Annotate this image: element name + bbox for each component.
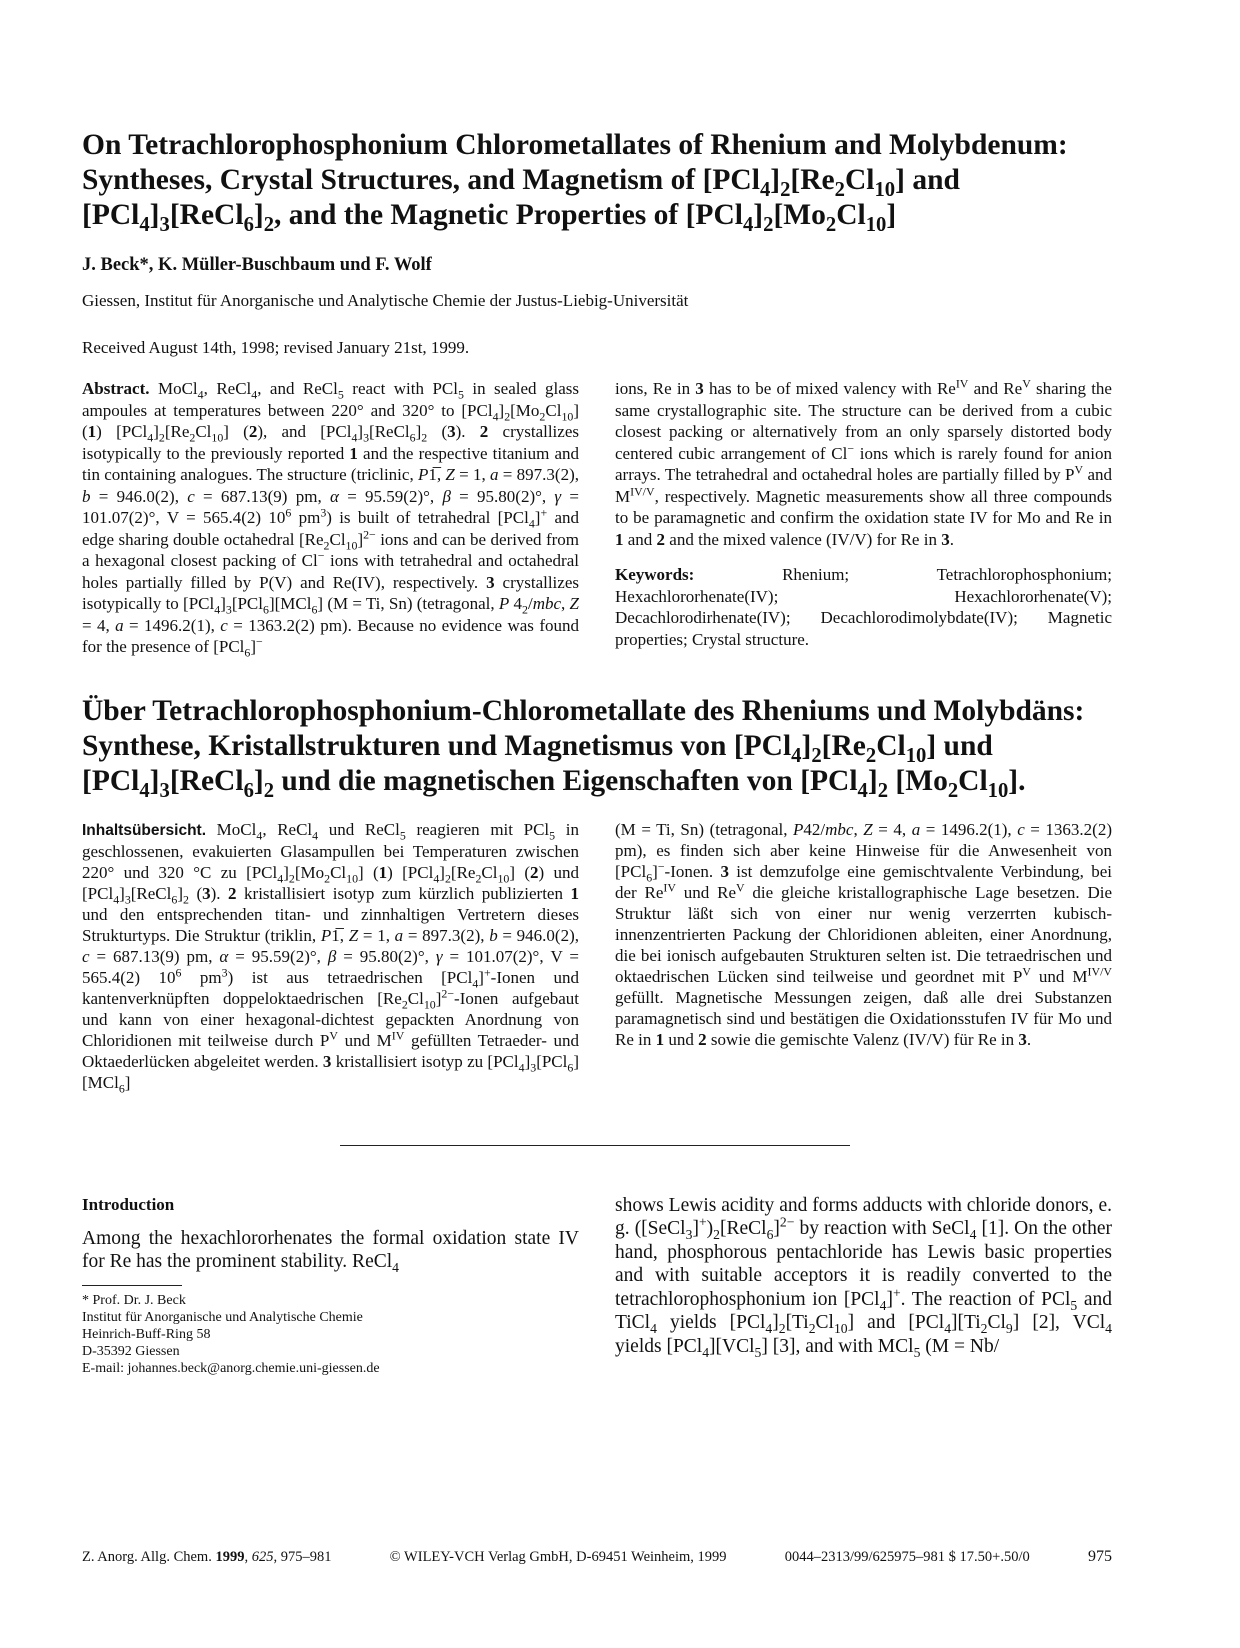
footnote-email: E-mail: johannes.beck@anorg.chemie.uni-giessen.de xyxy=(82,1361,380,1376)
page-footer xyxy=(82,1548,1112,1566)
inhalt-label: Inhaltsübersicht. xyxy=(82,821,207,839)
english-title: On Tetrachlorophosphonium Chlorometallates of Rhenium and Molybdenum: Syntheses, Crystal Structures, and Magnetism of $[PCl_4]_2[Re_2Cl_{10}]$ and $[PCl_4]_3[ReCl_6]_2$, and the Magnetic Properties of $[PCl_4]_2[Mo_2Cl_{10}]$ xyxy=(82,129,1068,236)
section-divider xyxy=(340,1145,850,1146)
keywords-text: Rhenium; Tetrachlorophosphonium; Hexachlororhenate(IV); Hexachlororhenate(V); Decachlorodirhenate(IV); Decachlorodimolybdate(IV); Magnetic properties; Crystal structure. xyxy=(615,565,1112,649)
introduction-column-right: shows Lewis acidity and forms adducts with chloride donors, e. g. $([SeCl_3]^+)_2[ReCl_6]^{2-}$ by reaction with SeCl$_4$ [1]. On the other hand, phosphorous pentachloride has Lewis basic properties and with suitable acceptors it is readily converted to the tetrachlorophosphonium ion [PCl$_4$]+. The reaction of PCl$_5$ and TiCl$_4$ yields $[PCl_4]_2[Ti_2Cl_{10}]$ and $[PCl_4][Ti_2Cl_9]$ [2], VCl$_4$ yields [PCl$_4$][VCl$_5$] [3], and with MCl$_5$ (M = Nb/ xyxy=(615,1194,1113,1360)
issn-price: 0044–2313/99/625975–981 $ 17.50+.50/0 xyxy=(784,1549,1030,1565)
publisher-notice: © WILEY-VCH Verlag GmbH, D-69451 Weinheim, 1999 xyxy=(389,1549,727,1565)
introduction-column-left xyxy=(82,1194,579,1378)
journal-citation: Z. Anorg. Allg. Chem. 1999, 625, 975–981 xyxy=(82,1549,332,1565)
introduction-text-left: Among the hexachlororhenates the formal oxidation state IV for Re has the prominent stability. ReCl$_4$ xyxy=(82,1228,579,1275)
footnote-line: D-35392 Giessen xyxy=(82,1344,180,1359)
page-number: 975 xyxy=(1087,1548,1112,1565)
introduction-heading: Introduction xyxy=(82,1194,175,1214)
author-list: J. Beck*, K. Müller-Buschbaum und F. Wolf xyxy=(82,255,432,275)
keywords xyxy=(615,564,1112,650)
abstract-label: Abstract. xyxy=(82,379,150,398)
abstract-section xyxy=(82,378,1112,658)
received-dates: Received August 14th, 1998; revised January 21st, 1999. xyxy=(82,338,470,357)
keywords-label: Keywords: xyxy=(615,565,695,584)
corresponding-author-footnote xyxy=(82,1292,579,1377)
abstract-column-right: ions, Re in 3 has to be of mixed valency with $Re^{IV}$ and $Re^V$ sharing the same crystallographic site. The structure can be derived from a cubic closest packing or alternatively from an only sparsely distorted body centered cubic arrangement of Cl− ions which is rarely found for anion arrays. The tetrahedral and octahedral holes are partially filled by $P^V$ and $M^{IV/V}$, respectively. Magnetic measurements show all three compounds to be paramagnetic and confirm the oxidation state IV for Mo and Re in 1 and 2 and the mixed valence (IV/V) for Re in 3. Keywords: Rhenium; Tetrachlorophosphonium; Hexachlororhenate(IV); Hexachlororhenate(V); Decachlorodirhenate(IV); Decachlorodimolybdate(IV); Magnetic properties; Crystal structure. xyxy=(615,376,1113,649)
footnote-rule xyxy=(82,1285,182,1286)
introduction-section xyxy=(82,1194,1112,1378)
footnote-line: Heinrich-Buff-Ring 58 xyxy=(82,1327,211,1342)
affiliation: Giessen, Institut für Anorganische und Analytische Chemie der Justus-Liebig-Universität xyxy=(82,291,689,310)
footnote-line: * Prof. Dr. J. Beck xyxy=(82,1293,186,1308)
german-title: Über Tetrachlorophosphonium-Chlorometallate des Rheniums und Molybdäns: Synthese, Kristallstrukturen und Magnetismus von $[PCl_4]_2[Re_2Cl_{10}]$ und $[PCl_4]_3[ReCl_6]_2$ und die magnetischen Eigenschaften von $[PCl_4]_2$ $[Mo_2Cl_{10}]$. xyxy=(82,694,1085,802)
inhalt-column-right: (M = Ti, Sn) (tetragonal, P42/mbc, Z = 4, a = 1496.2(1), c = 1363.2(2) pm), es finden sich aber keine Hinweise für die Anwesenheit von [PCl$_6$]−-Ionen. 3 ist demzufolge eine gemischtvalente Verbindung, bei der $Re^{IV}$ und $Re^V$ die gleiche kristallographische Lage besetzen. Die Struktur läßt sich von einer nur wenig verzerrten kubisch-innenzentrierten Packung der Chloridionen ableiten, einer Anordnung, die bei ionisch aufgebauten Strukturen selten ist. Die tetraedrischen und oktaedrischen Lücken sind teilweise und geordnet mit $P^V$ und $M^{IV/V}$ gefüllt. Magnetische Messungen zeigen, daß alle drei Substanzen paramagnetisch sind und bestätigen die Oxidationsstufen IV für Mo und Re in 1 und 2 sowie die gemischte Valenz (IV/V) für Re in 3. xyxy=(615,819,1113,1049)
abstract-column-left: Abstract. MoCl$_4$, ReCl$_4$, and ReCl$_5$ react with PCl$_5$ in sealed glass ampoules at temperatures between 220° and 320° to $[PCl_4]_2[Mo_2Cl_{10}]$ (1) $[PCl_4]_2[Re_2Cl_{10}]$ (2), and $[PCl_4]_3[ReCl_6]_2$ (3). 2 crystallizes isotypically to the previously reported 1 and the respective titanium and tin containing analogues. The structure (triclinic, P1̅, Z = 1, a = 897.3(2), b = 946.0(2), c = 687.13(9) pm, α = 95.59(2)°, β = 95.80(2)°, γ = 101.07(2)°, V = 565.4(2) $10^6$ $pm^3$) is built of tetrahedral [PCl$_4$]+ and edge sharing double octahedral $[Re_2Cl_{10}]^{2-}$ ions and can be derived from a hexagonal closest packing of Cl− ions with tetrahedral and octahedral holes partially filled by P(V) and Re(IV), respectively. 3 crystallizes isotypically to $[PCl_4]_3[PCl_6][MCl_6] (M = Ti$, Sn) (tetragonal, P $4_2$/mbc, Z = 4, a = 1496.2(1), c = 1363.2(2) pm). Because no evidence was found for the presence of [PCl$_6$]− xyxy=(82,379,580,660)
footnote-line: Institut für Anorganische und Analytische Chemie xyxy=(82,1310,363,1325)
inhalt-column-left: Inhaltsübersicht. MoCl$_4$, ReCl$_4$ und ReCl$_5$ reagieren mit PCl$_5$ in geschlossenen, evakuierten Glasampullen bei Temperaturen zwischen 220° und 320 °C zu $[PCl_4]_2[Mo_2Cl_{10}]$ (1) $[PCl_4]_2[Re_2Cl_{10}]$ (2) und $[PCl_4]_3[ReCl_6]_2$ (3). 2 kristallisiert isotyp zum kürzlich publizierten 1 und den entsprechenden titan- und zinnhaltigen Vertretern dieses Strukturtyps. Die Struktur (triklin, P1̅, Z = 1, a = 897.3(2), b = 946.0(2), c = 687.13(9) pm, α = 95.59(2)°, β = 95.80(2)°, γ = 101.07(2)°, V = 565.4(2) $10^6$ $pm^3$) ist aus tetraedrischen [PCl$_4$]+-Ionen und kantenverknüpften doppeloktaedrischen $[Re_2Cl_{10}]^{2-}$-Ionen aufgebaut und kann von einer hexagonal-dichtest gepackten Anordnung von Chloridionen mit teilweise durch $P^V$ und $M^{IV}$ gefüllten Tetraeder- und Oktaederlücken abgeleitet werden. 3 kristallisiert isotyp zu $[PCl_4]_3[PCl_6][MCl_6]$ xyxy=(82,819,580,1095)
inhalt-section xyxy=(82,819,1112,1093)
paper-page xyxy=(82,128,1112,1377)
